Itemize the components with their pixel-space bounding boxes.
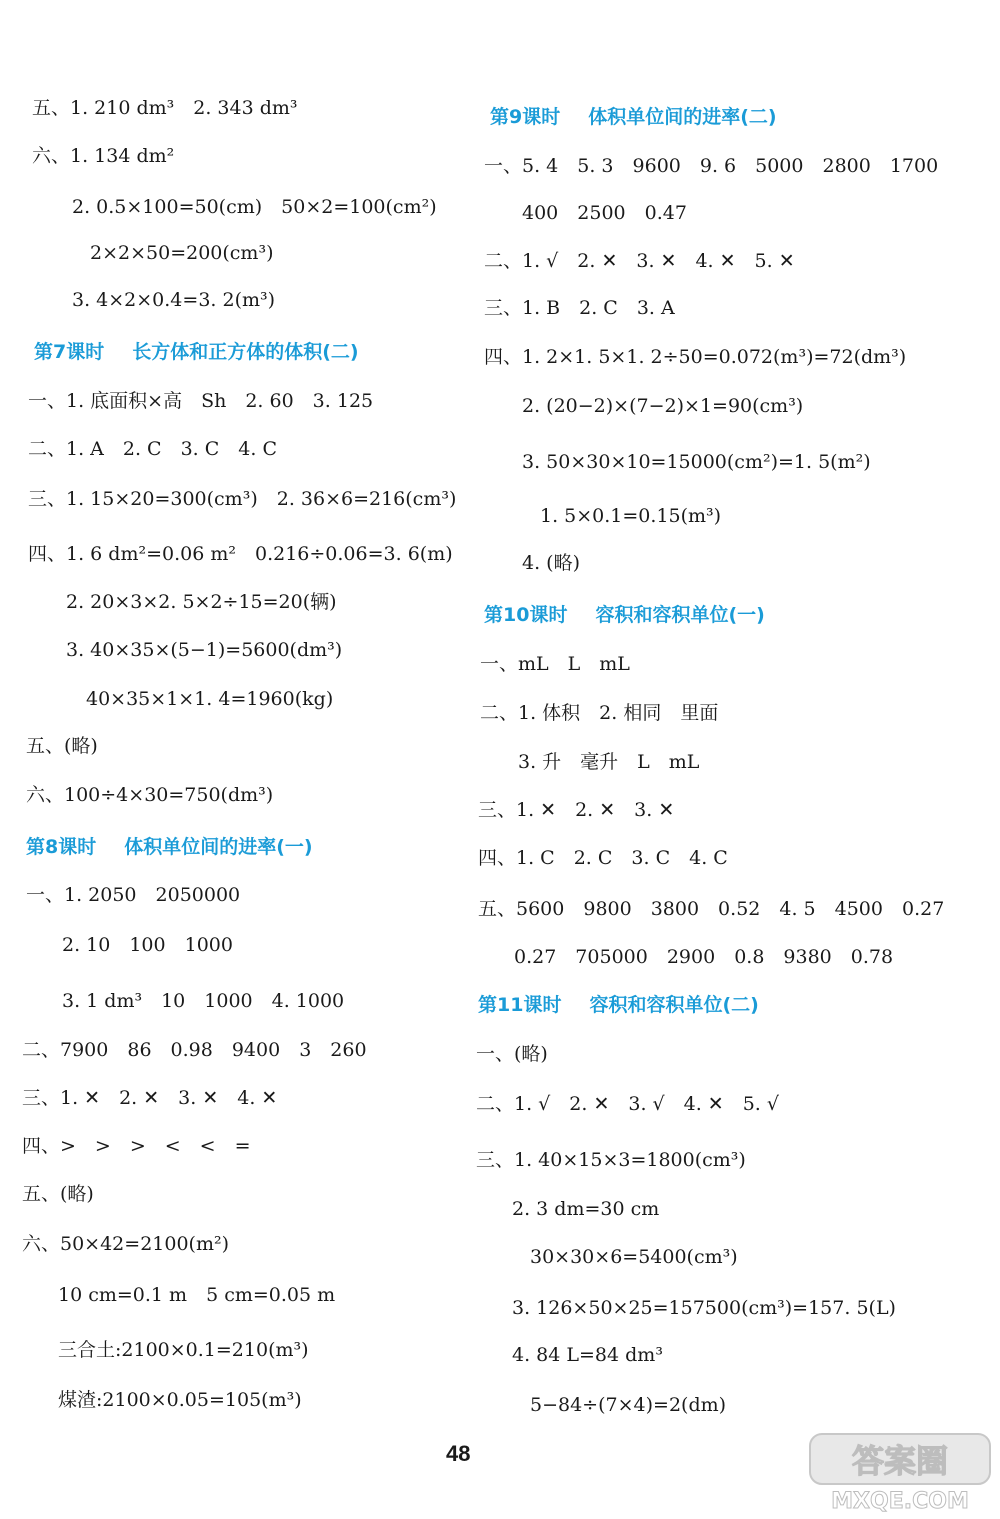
answer-line: 3. 50×30×10=15000(cm²)=1. 5(m²) [522,451,871,473]
answer-line: 四、1. C 2. C 3. C 4. C [478,847,728,869]
answer-line: 五、(略) [22,1183,94,1205]
answer-line: 3. 40×35×(5−1)=5600(dm³) [66,639,343,661]
answer-line: 六、50×42=2100(m²) [22,1233,230,1255]
answer-line: 五、5600 9800 3800 0.52 4. 5 4500 0.27 [478,898,945,920]
answer-line: 三、1. ✕ 2. ✕ 3. ✕ [478,799,675,821]
answer-line: 10 cm=0.1 m 5 cm=0.05 m [58,1284,336,1306]
answer-line: 三、1. 40×15×3=1800(cm³) [476,1149,746,1171]
answer-line: 二、1. A 2. C 3. C 4. C [28,438,278,460]
answer-line: 四、1. 2×1. 5×1. 2÷50=0.072(m³)=72(dm³) [484,346,907,368]
answer-line: 一、1. 底面积×高 Sh 2. 60 3. 125 [28,390,374,412]
answer-line: 五、(略) [26,735,98,757]
lesson-number: 第10课时 [484,604,568,626]
answer-line: 3. 126×50×25=157500(cm³)=157. 5(L) [512,1297,896,1319]
lesson-title: 容积和容积单位(一) [595,604,765,626]
lesson-number: 第8课时 [26,836,97,858]
lesson-title: 容积和容积单位(二) [589,994,759,1016]
answer-line: 四、> > > < < = [22,1135,251,1157]
answer-line: 五、1. 210 dm³ 2. 343 dm³ [32,97,298,119]
lesson-heading-11 [478,993,759,1017]
answer-line: 2. 10 100 1000 [62,934,233,956]
watermark-cn: 答案圈 [851,1442,949,1480]
answer-line: 2. 20×3×2. 5×2÷15=20(辆) [66,591,337,613]
answer-line: 4. 84 L=84 dm³ [512,1344,663,1366]
answer-line: 0.27 705000 2900 0.8 9380 0.78 [514,946,894,968]
lesson-heading-7 [34,340,359,364]
answer-line: 二、1. 体积 2. 相同 里面 [480,702,719,724]
answer-line: 一、1. 2050 2050000 [26,884,241,906]
answer-line: 2. (20−2)×(7−2)×1=90(cm³) [522,395,804,417]
lesson-heading-10 [484,603,765,627]
answer-line: 煤渣:2100×0.05=105(m³) [58,1389,302,1411]
lesson-heading-8 [26,835,313,859]
lesson-title: 体积单位间的进率(二) [588,106,777,128]
answer-line: 2×2×50=200(cm³) [90,242,274,264]
answer-line: 二、7900 86 0.98 9400 3 260 [22,1039,367,1061]
lesson-number: 第11课时 [478,994,562,1016]
watermark-en: MXQE.COM [831,1489,969,1514]
answer-line: 2. 3 dm=30 cm [512,1198,660,1220]
answer-line: 一、5. 4 5. 3 9600 9. 6 5000 2800 1700 [484,155,939,177]
lesson-number: 第9课时 [490,106,561,128]
answer-line: 一、mL L mL [480,653,630,675]
lesson-number: 第7课时 [34,341,105,363]
answer-line: 4. (略) [522,552,580,574]
page-number: 48 [446,1441,471,1466]
answer-line: 三合土:2100×0.1=210(m³) [58,1339,309,1361]
answer-line: 二、1. √ 2. ✕ 3. √ 4. ✕ 5. √ [476,1093,779,1115]
answer-line: 40×35×1×1. 4=1960(kg) [86,688,334,710]
answer-line: 三、1. 15×20=300(cm³) 2. 36×6=216(cm³) [28,488,457,510]
answer-line: 四、1. 6 dm²=0.06 m² 0.216÷0.06=3. 6(m) [28,543,453,565]
answer-line: 六、1. 134 dm² [32,145,175,167]
answer-line: 三、1. B 2. C 3. A [484,297,675,319]
answer-line: 30×30×6=5400(cm³) [530,1246,738,1268]
lesson-heading-9 [490,105,777,129]
answer-line: 3. 4×2×0.4=3. 2(m³) [72,289,276,311]
answer-line: 400 2500 0.47 [522,202,687,224]
answer-line: 1. 5×0.1=0.15(m³) [540,505,722,527]
answer-line: 2. 0.5×100=50(cm) 50×2=100(cm²) [72,196,437,218]
answer-line: 3. 升 毫升 L mL [518,751,700,773]
answer-line: 三、1. ✕ 2. ✕ 3. ✕ 4. ✕ [22,1087,278,1109]
answer-line: 六、100÷4×30=750(dm³) [26,784,274,806]
watermark-logo [808,1430,992,1514]
lesson-title: 长方体和正方体的体积(二) [132,341,359,363]
answer-line: 二、1. √ 2. ✕ 3. ✕ 4. ✕ 5. ✕ [484,250,795,272]
lesson-title: 体积单位间的进率(一) [124,836,313,858]
answer-line: 5−84÷(7×4)=2(dm) [530,1394,727,1416]
answer-line: 一、(略) [476,1043,548,1065]
answer-line: 3. 1 dm³ 10 1000 4. 1000 [62,990,345,1012]
